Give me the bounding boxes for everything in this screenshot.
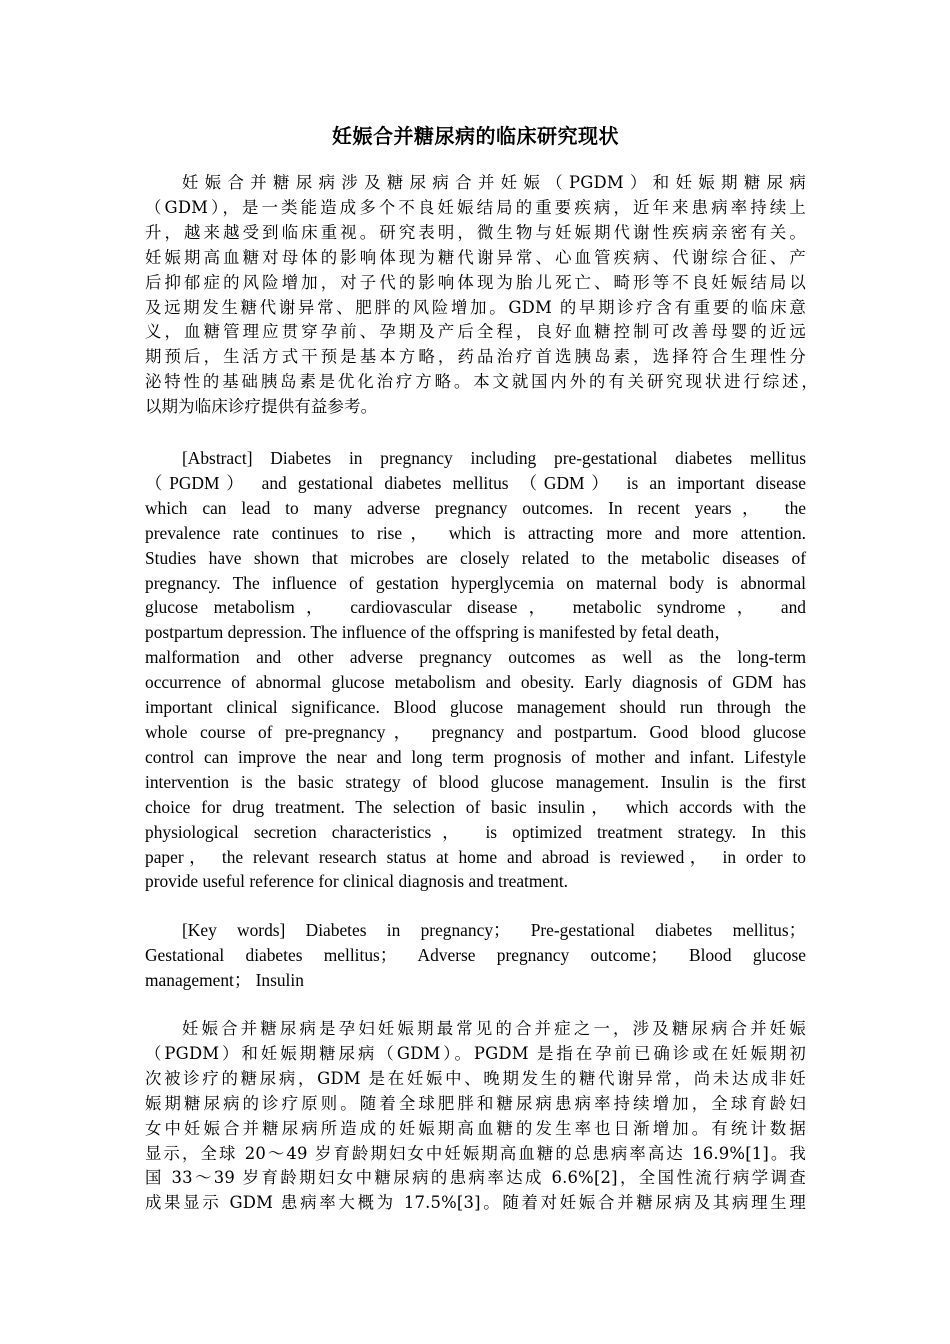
abstract-zh-line: 妊娠期高血糖对母体的影响体现为糖代谢异常、心血管疾病、代谢综合征、产 [145,247,806,267]
abstract-zh-line: 期预后，生活方式干预是基本方略，药品治疗首选胰岛素，选择符合生理性分 [145,347,806,367]
keywords-line: [Key words] Diabetes in pregnancy； Pre-gestational diabetes mellitus； [182,920,806,940]
keywords [145,918,806,993]
abstract-en-line: malformation and other adverse pregnancy outcomes as well as the long-term [145,647,806,668]
abstract-en-line: Studies have shown that microbes are closely related to the metabolic diseases of [145,547,806,568]
body-line: 妊娠合并糖尿病是孕妇妊娠期最常见的合并症之一，涉及糖尿病合并妊娠 [182,1019,806,1038]
body-line: 国 33～39 岁育龄期妇女中糖尿病的患病率达成 6.6%[2]，全国性流行病学调查 [145,1168,806,1188]
abstract-en-line: which can lead to many adverse pregnancy outcomes. In recent years， the [145,497,806,518]
body-paragraph [145,1017,806,1216]
abstract-en-line: occurrence of abnormal glucose metabolism and obesity. Early diagnosis of GDM has [145,672,806,693]
abstract-en-line: choice for drug treatment. The selection of basic insulin， which accords with the [145,796,806,817]
abstract-english [145,446,806,894]
abstract-en-line: （PGDM） and gestational diabetes mellitus （GDM） is an important disease [145,472,806,493]
abstract-zh-line: （GDM），是一类能造成多个不良妊娠结局的重要疾病，近年来患病率持续上 [145,197,806,217]
abstract-en-line: important clinical significance. Blood glucose management should run through the [145,697,806,718]
keywords-line: management； Insulin [145,969,304,990]
abstract-en-line: provide useful reference for clinical diagnosis and treatment. [145,871,568,892]
abstract-en-line: intervention is the basic strategy of blood glucose management. Insulin is the first [145,771,806,792]
abstract-en-line: prevalence rate continues to rise， which is attracting more and more attention. [145,522,806,543]
abstract-en-line: control can improve the near and long term prognosis of mother and infant. Lifestyle [145,746,806,767]
abstract-en-line: paper， the relevant research status at home and abroad is reviewed， in order to [145,846,806,867]
abstract-zh-line: 妊娠合并糖尿病涉及糖尿病合并妊娠（PGDM）和妊娠期糖尿病 [182,173,806,192]
body-line: 显示，全球 20～49 岁育龄期妇女中妊娠期高血糖的总患病率高达 16.9%[1]。我 [145,1143,806,1163]
abstract-zh-line: 升，越来越受到临床重视。研究表明，微生物与妊娠期代谢性疾病亲密有关。 [145,222,806,242]
keywords-line: Gestational diabetes mellitus； Adverse pregnancy outcome； Blood glucose [145,944,806,965]
abstract-en-line: [Abstract] Diabetes in pregnancy including pre-gestational diabetes mellitus [182,448,806,468]
abstract-zh-line: 义，血糖管理应贯穿孕前、孕期及产后全程，良好血糖控制可改善母婴的近远 [145,322,806,342]
abstract-zh-line: 以期为临床诊疗提供有益参考。 [145,397,378,417]
document-title: 妊娠合并糖尿病的临床研究现状 [332,124,619,148]
abstract-en-line: physiological secretion characteristics， is optimized treatment strategy. In this [145,821,806,842]
abstract-zh-line: 泌特性的基础胰岛素是优化治疗方略。本文就国内外的有关研究现状进行综述， [145,372,818,392]
abstract-en-line: pregnancy. The influence of gestation hyperglycemia on maternal body is abnormal [145,572,806,593]
abstract-en-line: glucose metabolism， cardiovascular disease， metabolic syndrome， and [145,597,806,618]
abstract-en-line: postpartum depression. The influence of the offspring is manifested by fetal death， [145,622,732,643]
body-line: （PGDM）和妊娠期糖尿病（GDM）。PGDM 是指在孕前已确诊或在妊娠期初 [145,1043,806,1063]
body-line: 成果显示 GDM 患病率大概为 17.5%[3]。随着对妊娠合并糖尿病及其病理生理 [145,1193,806,1213]
body-line: 次被诊疗的糖尿病，GDM 是在妊娠中、晚期发生的糖代谢异常，尚未达成非妊 [145,1068,806,1088]
body-line: 娠期糖尿病的诊疗原则。随着全球肥胖和糖尿病患病率持续增加，全球育龄妇 [145,1093,806,1113]
abstract-zh-line: 及远期发生糖代谢异常、肥胖的风险增加。GDM 的早期诊疗含有重要的临床意 [145,297,806,317]
abstract-chinese [145,171,818,420]
abstract-en-line: whole course of pre-pregnancy， pregnancy and postpartum. Good blood glucose [145,721,806,742]
abstract-zh-line: 后抑郁症的风险增加，对子代的影响体现为胎儿死亡、畸形等不良妊娠结局以 [145,272,806,292]
body-line: 女中妊娠合并糖尿病所造成的妊娠期高血糖的发生率也日渐增加。有统计数据 [145,1118,806,1138]
